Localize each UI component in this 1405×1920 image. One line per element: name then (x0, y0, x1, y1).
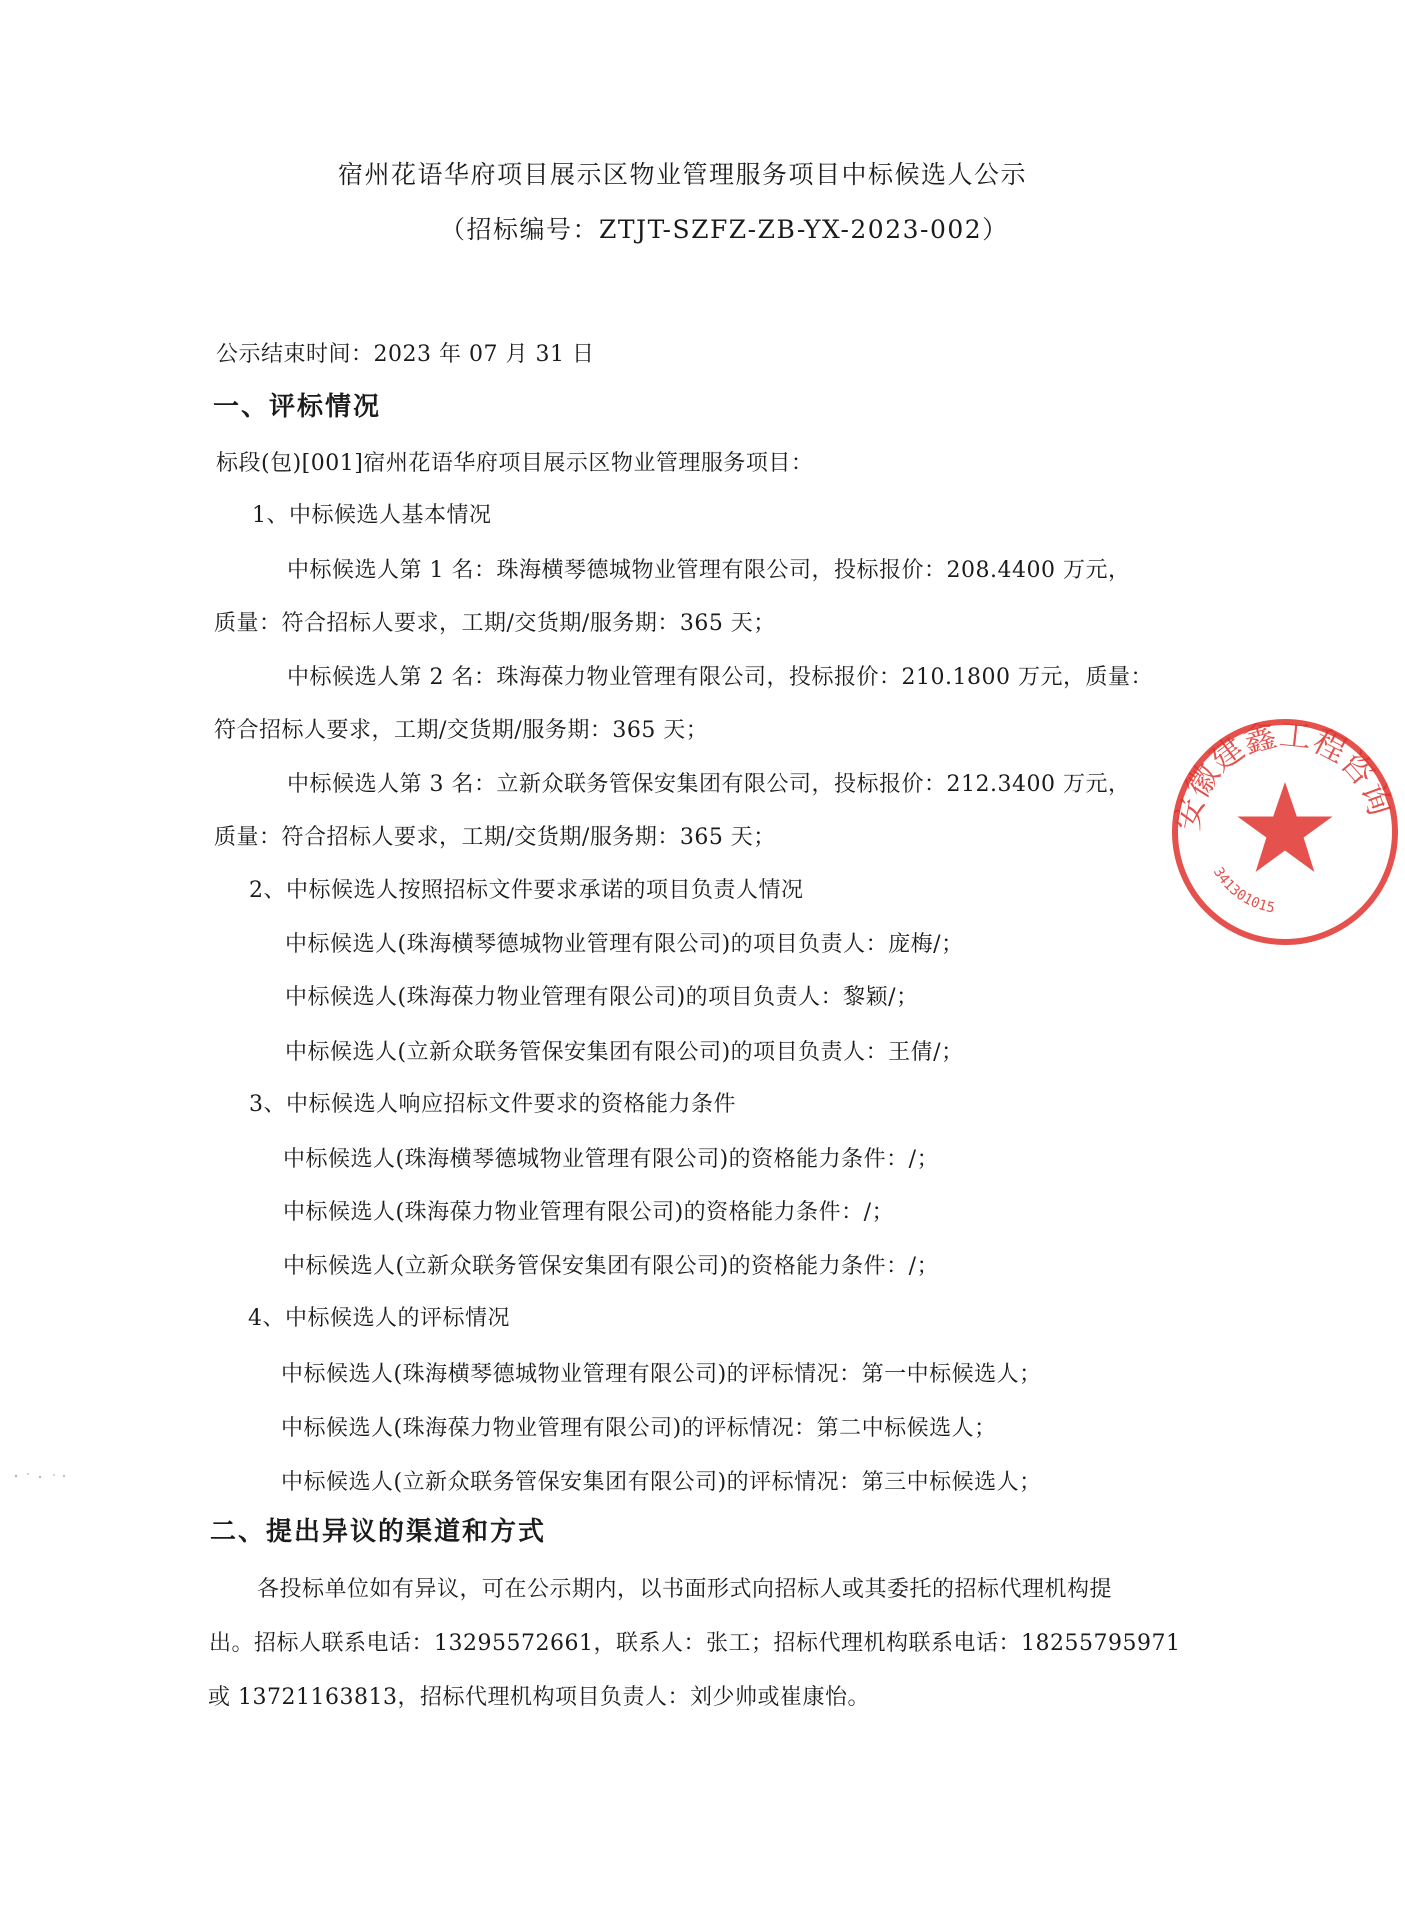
seal-code: 341301015 (1209, 864, 1277, 917)
objection-line-2: 出。招标人联系电话：13295572661，联系人：张工；招标代理机构联系电话：18255795971 (209, 1631, 1181, 1656)
list-item: 中标候选人(珠海横琴德城物业管理有限公司)的项目负责人：庞梅/； (285, 932, 964, 957)
list-item: 中标候选人(立新众联务管保安集团有限公司)的项目负责人：王倩/； (285, 1040, 964, 1065)
objection-line-1: 各投标单位如有异议，可在公示期内，以书面形式向招标人或其委托的招标代理机构提 (257, 1577, 1113, 1602)
list-item: 中标候选人(珠海横琴德城物业管理有限公司)的资格能力条件：/； (283, 1147, 940, 1172)
list-item: 中标候选人(珠海葆力物业管理有限公司)的资格能力条件：/； (283, 1200, 895, 1225)
scan-speckle (10, 1464, 70, 1488)
lot-label: 标段(包)[001]宿州花语华府项目展示区物业管理服务项目： (216, 451, 814, 476)
subheading-evaluation-result: 4、中标候选人的评标情况 (248, 1306, 510, 1331)
section-heading-objection: 二、提出异议的渠道和方式 (210, 1517, 547, 1547)
seal-name: 安徽建鑫工程咨询 (1168, 714, 1400, 834)
candidate-1-line-1: 中标候选人第 1 名：珠海横琴德城物业管理有限公司，投标报价：208.4400 万元， (287, 558, 1131, 583)
end-time: 公示结束时间：2023 年 07 月 31 日 (216, 342, 595, 367)
company-seal (1165, 712, 1405, 952)
candidate-3-line-2: 质量：符合招标人要求，工期/交货期/服务期：365 天； (214, 825, 776, 850)
subheading-project-leader: 2、中标候选人按照招标文件要求承诺的项目负责人情况 (249, 878, 804, 903)
list-item: 中标候选人(立新众联务管保安集团有限公司)的评标情况：第三中标候选人； (281, 1470, 1042, 1495)
candidate-2-line-1: 中标候选人第 2 名：珠海葆力物业管理有限公司，投标报价：210.1800 万元，质量： (287, 665, 1153, 690)
list-item: 中标候选人(珠海葆力物业管理有限公司)的评标情况：第二中标候选人； (281, 1416, 997, 1441)
candidate-2-line-2: 符合招标人要求，工期/交货期/服务期：365 天； (214, 718, 709, 743)
candidate-1-line-2: 质量：符合招标人要求，工期/交货期/服务期：365 天； (214, 611, 776, 636)
section-heading-evaluation: 一、评标情况 (213, 392, 382, 422)
objection-line-3: 或 13721163813，招标代理机构项目负责人：刘少帅或崔康怡。 (208, 1685, 870, 1710)
candidate-3-line-1: 中标候选人第 3 名：立新众联务管保安集团有限公司，投标报价：212.3400 万元， (287, 772, 1131, 797)
star-icon (1237, 782, 1332, 872)
subheading-basic-info: 1、中标候选人基本情况 (252, 503, 492, 528)
bid-number: （招标编号：ZTJT-SZFZ-ZB-YX-2023-002） (440, 215, 1009, 244)
page-title: 宿州花语华府项目展示区物业管理服务项目中标候选人公示 (338, 160, 1028, 189)
list-item: 中标候选人(珠海横琴德城物业管理有限公司)的评标情况：第一中标候选人； (281, 1362, 1042, 1387)
list-item: 中标候选人(立新众联务管保安集团有限公司)的资格能力条件：/； (283, 1254, 940, 1279)
list-item: 中标候选人(珠海葆力物业管理有限公司)的项目负责人：黎颖/； (285, 985, 919, 1010)
subheading-qualification: 3、中标候选人响应招标文件要求的资格能力条件 (249, 1092, 736, 1117)
